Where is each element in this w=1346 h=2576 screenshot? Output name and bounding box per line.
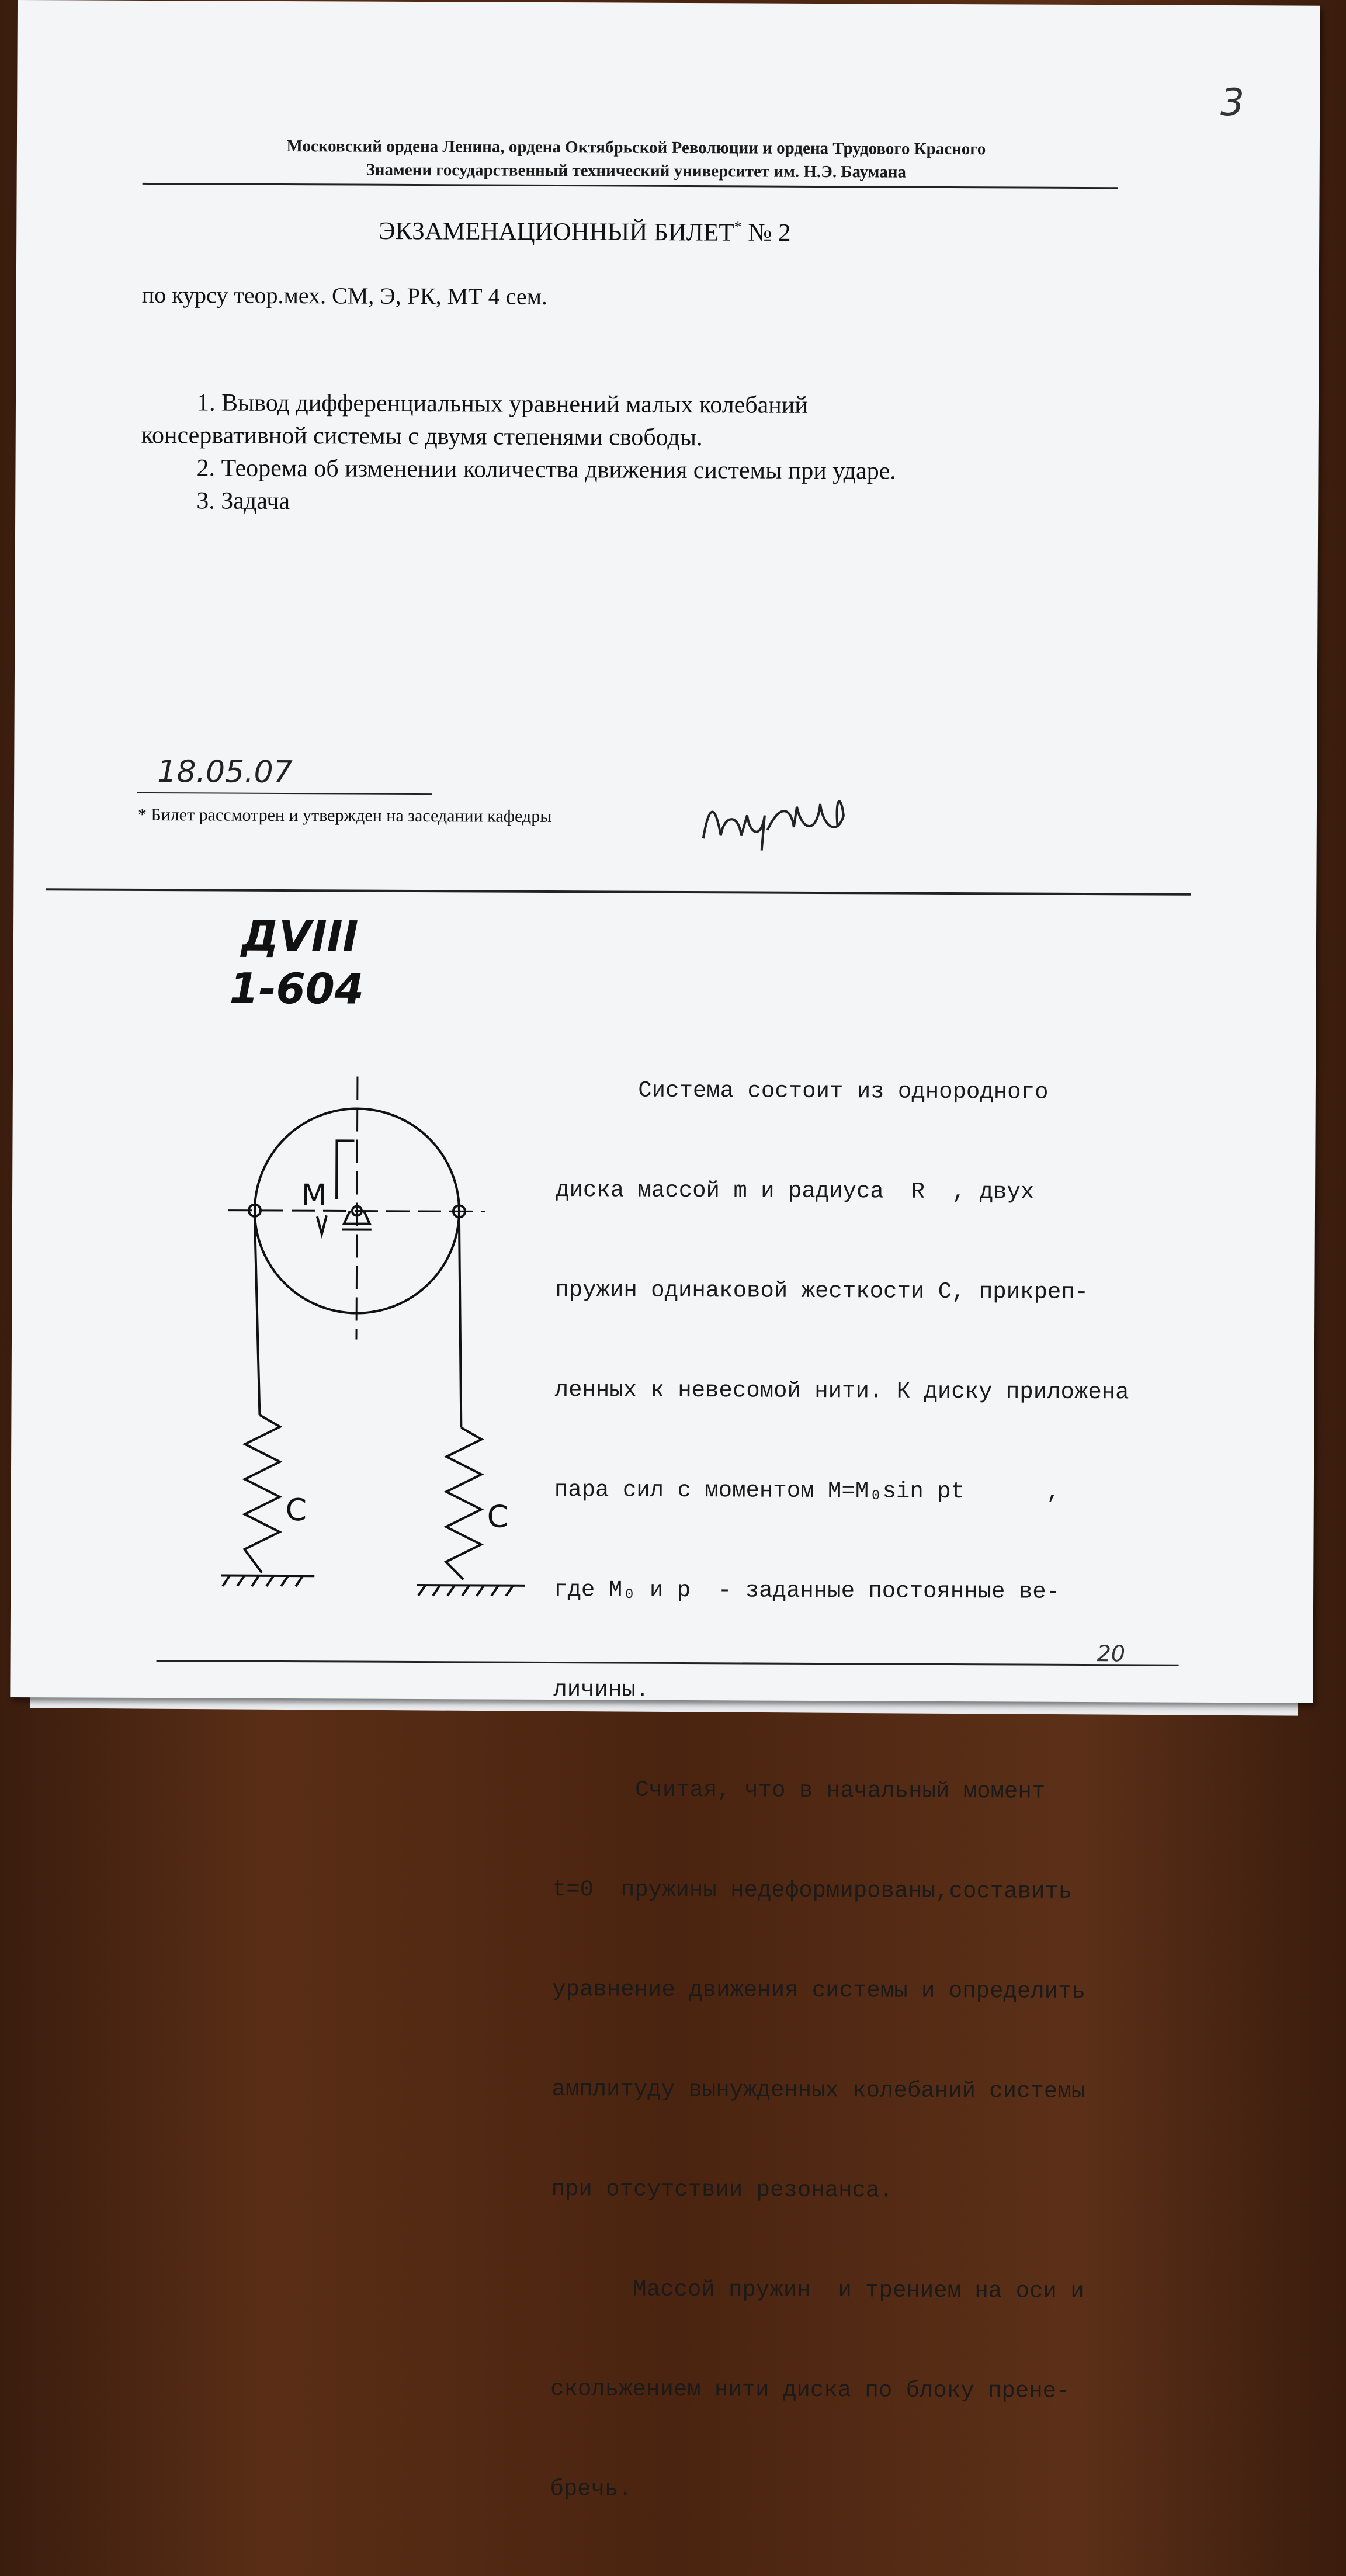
problem-line: Массой пружин и трением на оси и xyxy=(550,2276,1084,2305)
approval-note-text: Билет рассмотрен и утвержден на заседании кафедры xyxy=(151,805,552,827)
mechanism-figure xyxy=(203,1064,556,1615)
ticket-footnote-mark: * xyxy=(734,218,742,235)
problem-line: амплитуду вынужденных колебаний системы xyxy=(551,2076,1085,2105)
date-handwritten: 18.05.07 xyxy=(157,754,293,791)
problem-page-number: 20 xyxy=(1097,1641,1126,1667)
problem-line: Система состоит из однородного xyxy=(556,1077,1049,1105)
problem-code-line-1: ДVIII xyxy=(241,911,359,961)
problem-line: бречь. xyxy=(550,2476,632,2502)
right-ground-hatch xyxy=(418,1585,513,1596)
approval-note: * Билет рассмотрен и утвержден на заседании кафедры xyxy=(137,805,552,827)
problem-line: пара сил с моментом M=M₀sin pt , xyxy=(554,1477,1060,1505)
ticket-title-text: ЭКЗАМЕНАЦИОННЫЙ БИЛЕТ xyxy=(379,217,734,247)
moment-label: M xyxy=(301,1178,327,1212)
left-spring-label: C xyxy=(285,1493,307,1528)
problem-line: пружин одинаковой жесткости С, прикреп- xyxy=(555,1277,1089,1306)
problem-line: t=0 пружины недеформированы,составить xyxy=(552,1877,1073,1905)
section-divider xyxy=(46,888,1191,896)
question-1-line-1: 1. Вывод дифференциальных уравнений малых колебаний xyxy=(196,389,808,419)
problem-text xyxy=(550,1007,1176,2575)
problem-line: при отсутствии резонанса. xyxy=(551,2176,893,2204)
problem-line: личины. xyxy=(553,1677,650,1703)
problem-line: диска массой m и радиуса R , двух xyxy=(556,1177,1035,1205)
university-header xyxy=(140,134,1133,185)
left-thread xyxy=(254,1216,260,1415)
page-number: 3 xyxy=(1220,81,1245,125)
right-thread xyxy=(458,1217,462,1427)
problem-line: Считая, что в начальный момент xyxy=(553,1777,1046,1805)
course-line: по курсу теор.мех. СМ, Э, РК, МТ 4 сем. xyxy=(141,281,548,310)
university-line-1: Московский ордена Ленина, ордена Октябрьской Революции и ордена Трудового Красного xyxy=(286,137,986,159)
question-1-line-2: консервативной системы с двумя степенями свободы. xyxy=(141,421,703,452)
right-ground xyxy=(417,1585,525,1586)
right-spring-label: C xyxy=(487,1499,509,1535)
moment-arrow xyxy=(336,1140,354,1199)
exam-sheet xyxy=(10,0,1320,2502)
problem-line: ленных к невесомой нити. К диску приложена xyxy=(554,1377,1129,1406)
horizontal-axis xyxy=(228,1211,485,1212)
problem-line: скольжением нити диска по блоку прене- xyxy=(550,2376,1070,2404)
question-3: 3. Задача xyxy=(196,487,290,515)
vertical-axis xyxy=(356,1077,358,1340)
date-underline xyxy=(137,792,432,795)
left-spring xyxy=(244,1415,280,1573)
ticket-title xyxy=(379,217,791,247)
problem-line: где M₀ и p - заданные постоянные ве- xyxy=(554,1577,1060,1605)
problem-line: уравнение движения системы и определить xyxy=(552,1977,1085,2005)
left-ground-hatch xyxy=(223,1576,303,1587)
question-2: 2. Теорема об изменении количества движения системы при ударе. xyxy=(196,455,896,485)
signature xyxy=(692,780,885,868)
moment-arrowhead xyxy=(317,1215,327,1234)
problem-code-line-2: 1-604 xyxy=(229,963,365,1014)
university-line-2: Знамени государственный технический университет им. Н.Э. Баумана xyxy=(366,160,907,182)
right-spring xyxy=(446,1427,481,1579)
ticket-number: № 2 xyxy=(748,219,791,247)
